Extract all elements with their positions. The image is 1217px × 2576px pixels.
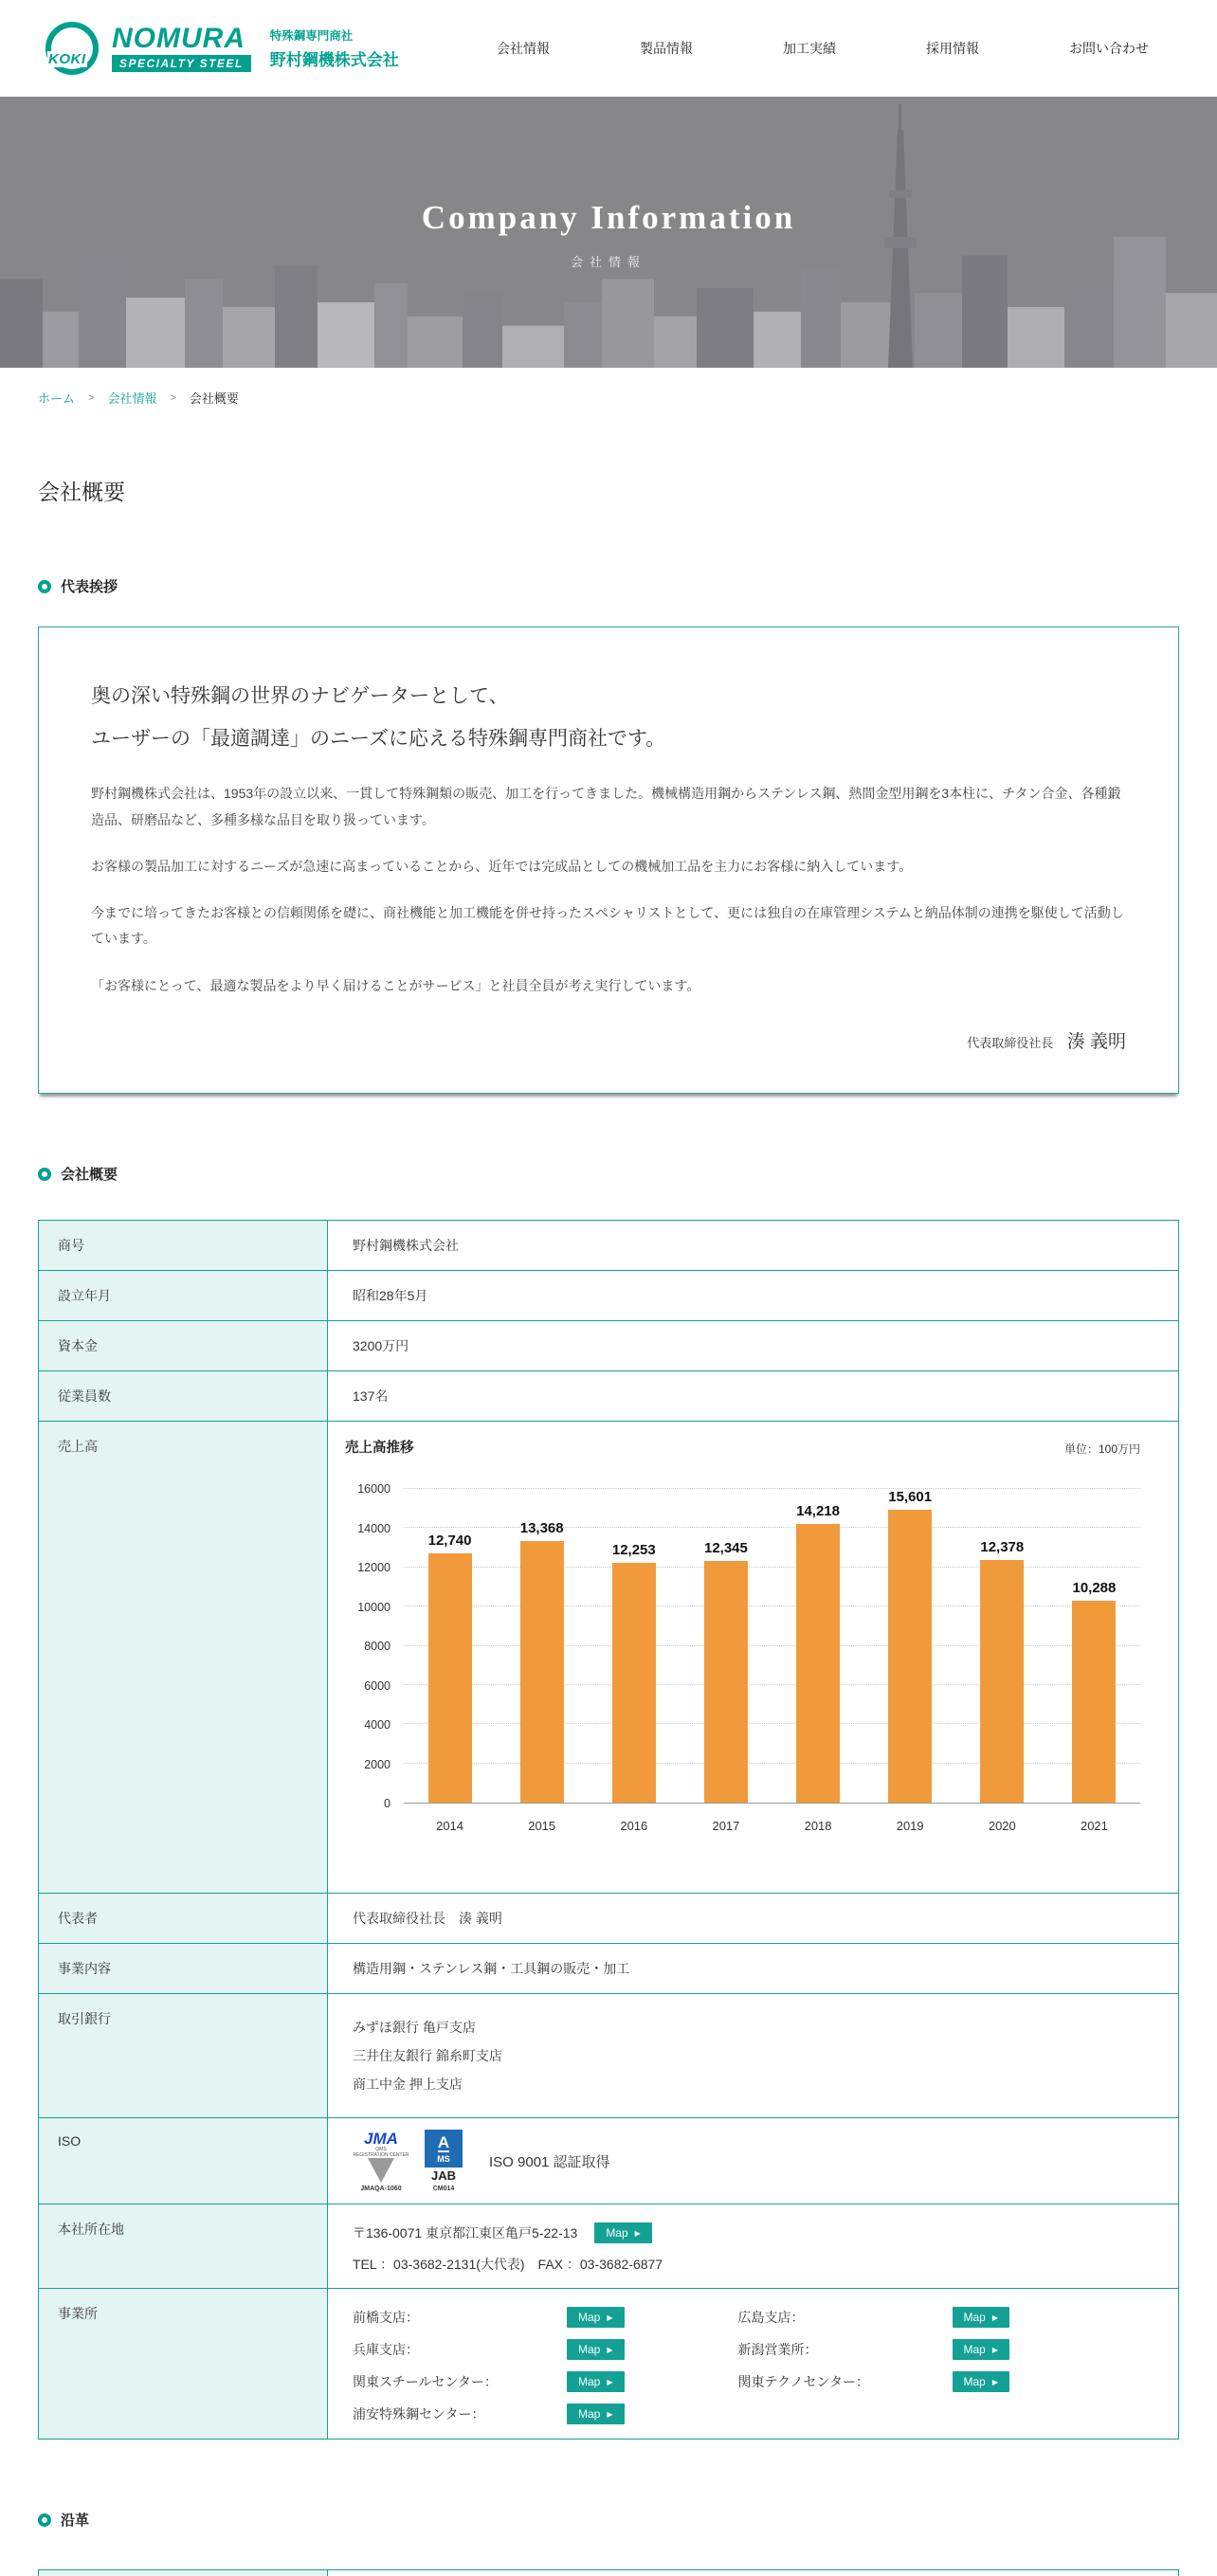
office-name: 兵庫支店： (353, 2342, 419, 2358)
office-item (738, 2404, 1063, 2424)
bank-branch: 三井住友銀行 錦糸町支店 (353, 2048, 502, 2064)
hq-address-line (353, 2222, 1153, 2243)
company-name-block (270, 27, 399, 70)
breadcrumb-separator: > (170, 391, 176, 404)
bar-group-2021 (1072, 1489, 1117, 1834)
map-button-label: Map (578, 2375, 601, 2389)
jma-v-shape (368, 2158, 394, 2183)
play-arrow-icon: ▶ (991, 2313, 998, 2322)
play-arrow-icon: ▶ (607, 2377, 613, 2386)
bar-group-2019 (888, 1489, 933, 1834)
x-axis-label: 2018 (804, 1819, 832, 1834)
row-label: 事業内容 (39, 1944, 328, 1993)
table-row-capital (39, 1321, 1178, 1371)
x-axis-label: 2016 (620, 1819, 648, 1834)
signature-title: 代表取締役社長 (967, 1036, 1054, 1051)
x-axis-label: 2015 (528, 1819, 556, 1834)
table-row-employees (39, 1371, 1178, 1422)
jab-logo-square (425, 2130, 463, 2168)
bar-group-2018 (796, 1489, 840, 1834)
row-label: 取引銀行 (39, 1994, 328, 2117)
office-item (353, 2371, 678, 2392)
bar (612, 1563, 656, 1803)
qms-logo-text: QMS REGISTRATION CENTER (353, 2146, 409, 2158)
row-label: 商号 (39, 1221, 328, 1270)
iso-cell (328, 2118, 1178, 2204)
iso-certification-text: ISO 9001 認証取得 (489, 2153, 610, 2170)
bar-group-2015 (519, 1489, 564, 1834)
row-label: ISO (39, 2118, 328, 2204)
section-label-history: 沿革 (61, 2513, 90, 2530)
bar-group-2014 (427, 1489, 472, 1834)
y-axis-tick: 4000 (364, 1718, 391, 1732)
nav-item-3[interactable]: 加工実績 (783, 41, 836, 56)
sales-chart-cell (328, 1422, 1178, 1893)
map-button[interactable] (953, 2339, 1010, 2360)
jab-word: JAB (430, 2168, 456, 2184)
play-arrow-icon: ▶ (607, 2345, 613, 2354)
section-head-greeting (38, 576, 1179, 596)
y-axis-tick: 12000 (357, 1561, 391, 1575)
x-axis-label: 2019 (896, 1819, 924, 1834)
section-bullet-icon (38, 580, 51, 593)
table-row-headquarters (39, 2204, 1178, 2289)
map-button-label: Map (963, 2343, 986, 2357)
chart-title: 売上高推移 (345, 1441, 414, 1457)
greeting-paragraph: お客様の製品加工に対するニーズが急速に高まっていることから、近年では完成品としての機械加工品を主力にお客様に納入しています。 (91, 858, 913, 874)
map-button[interactable] (953, 2371, 1010, 2392)
koki-logo-circle (45, 22, 99, 75)
map-button-label: Map (578, 2343, 601, 2357)
office-item (738, 2339, 1063, 2360)
map-button[interactable] (567, 2371, 625, 2392)
bar (980, 1560, 1024, 1803)
x-axis-label: 2020 (988, 1819, 1016, 1834)
table-row-established (39, 1271, 1178, 1321)
jab-caption: CM014 (432, 2186, 455, 2193)
company-logo[interactable] (45, 22, 399, 75)
map-button-label: Map (963, 2375, 986, 2389)
office-name: 前橋支店： (353, 2310, 419, 2326)
hq-tel-fax: TEL ：03-3682-2131(大代表) FAX ：03-3682-6877 (353, 2257, 663, 2273)
section-label-overview: 会社概要 (61, 1167, 118, 1184)
company-overview-table (38, 1220, 1179, 2440)
jma-caption: JMAQA-1060 (360, 2185, 402, 2192)
row-value: 3200万円 (353, 1338, 409, 1354)
bar-group-2020 (980, 1489, 1025, 1834)
map-button-label: Map (606, 2226, 628, 2240)
y-axis-tick: 0 (384, 1797, 391, 1811)
y-axis-tick: 14000 (357, 1521, 391, 1535)
row-value: 野村鋼機株式会社 (353, 1238, 459, 1254)
office-name: 浦安特殊鋼センター： (353, 2406, 485, 2422)
y-axis-tick: 2000 (364, 1757, 391, 1771)
chart-plot-area (404, 1489, 1140, 1834)
map-button[interactable] (567, 2404, 625, 2424)
main-content (0, 475, 1217, 2576)
greeting-heading-line2: ユーザーの「最適調達」のニーズに応える特殊鋼専門商社です。 (91, 728, 666, 751)
play-arrow-icon: ▶ (991, 2345, 998, 2354)
office-item (738, 2371, 1063, 2392)
bar-value-label: 12,345 (703, 1539, 748, 1556)
jma-certification-logo (353, 2131, 409, 2192)
section-bullet-icon (38, 1168, 51, 1181)
bar (888, 1510, 932, 1803)
row-label: 従業員数 (39, 1371, 328, 1421)
table-row-representative (39, 1894, 1178, 1944)
nomura-logo-text: NOMURA (112, 23, 245, 54)
chart-bars (404, 1489, 1140, 1834)
bar (704, 1561, 748, 1803)
row-value: 137名 (353, 1388, 389, 1405)
map-button[interactable] (953, 2307, 1010, 2328)
nav-item-1[interactable]: 会社情報 (497, 41, 550, 56)
headquarters-cell (328, 2204, 1178, 2288)
jab-ms-text: MS (437, 2153, 450, 2164)
office-name: 関東スチールセンター： (353, 2374, 498, 2390)
y-axis-tick: 16000 (357, 1482, 391, 1497)
office-item (353, 2404, 678, 2424)
section-head-history (38, 2510, 1179, 2530)
section-head-overview (38, 1164, 1179, 1184)
history-table-top-edge (38, 2569, 1179, 2576)
bar-value-label: 14,218 (796, 1502, 840, 1519)
bank-branch: 商工中金 押上支店 (353, 2077, 463, 2093)
nav-item-2[interactable]: 製品情報 (640, 41, 693, 56)
sales-bar-chart (345, 1482, 1140, 1843)
bar-value-label: 12,378 (980, 1539, 1025, 1555)
specialty-steel-bar: SPECIALTY STEEL (112, 55, 251, 72)
hero-text (0, 199, 1217, 270)
banks-cell (328, 1994, 1178, 2117)
hero-title: Company Information (421, 199, 796, 236)
office-item (353, 2307, 678, 2328)
greeting-heading-line1: 奥の深い特殊鋼の世界のナビゲーターとして、 (91, 685, 509, 707)
office-name: 新潟営業所： (737, 2342, 818, 2358)
row-label: 資本金 (39, 1321, 328, 1370)
bar-value-label: 15,601 (888, 1489, 933, 1506)
row-label: 設立年月 (39, 1271, 328, 1320)
table-row-offices (39, 2289, 1178, 2439)
bar-value-label: 10,288 (1072, 1580, 1117, 1597)
main-navigation (497, 39, 1149, 58)
bar-value-label: 13,368 (519, 1519, 564, 1536)
row-value: 昭和28年5月 (353, 1288, 428, 1304)
hero-banner (0, 97, 1217, 368)
bar (520, 1541, 564, 1804)
play-arrow-icon: ▶ (607, 2313, 613, 2322)
y-axis-tick: 6000 (364, 1678, 391, 1693)
table-row-trade-name (39, 1221, 1178, 1271)
nav-item-4[interactable]: 採用情報 (926, 41, 979, 56)
breadcrumb-item[interactable]: ホーム (38, 391, 76, 406)
greeting-box (38, 626, 1179, 1094)
play-arrow-icon: ▶ (991, 2377, 998, 2386)
y-axis-tick: 10000 (357, 1600, 391, 1614)
chart-unit-label: 単位：100万円 (1063, 1442, 1140, 1457)
greeting-paragraph: 野村鋼機株式会社は、1953年の設立以来、一貫して特殊鋼類の販売、加工を行ってきました。機械構造用鋼からステンレス鋼、熱間金型用鋼を3本柱に、チタン合金、各種鍛造品、研磨品など、多種多様な品目を取り扱っています。 (91, 786, 1121, 827)
bar-group-2017 (703, 1489, 748, 1834)
y-axis-tick: 8000 (364, 1640, 391, 1654)
nav-item-5[interactable]: お問い合わせ (1069, 41, 1149, 56)
history-label-cell (39, 2570, 328, 2576)
company-name: 野村鋼機株式会社 (269, 51, 399, 69)
map-button-label: Map (963, 2311, 986, 2325)
greeting-paragraph: 今までに培ってきたお客様との信頼関係を礎に、商社機能と加工機能を併せ持ったスペシャリストとして、更には独自の在庫管理システムと納品体制の連携を駆使して活動しています。 (91, 905, 1124, 947)
bar-value-label: 12,740 (427, 1532, 472, 1549)
play-arrow-icon: ▶ (607, 2409, 613, 2419)
greeting-paragraphs (91, 781, 1126, 999)
koki-logo-text: KOKI (48, 51, 86, 67)
office-item (353, 2339, 678, 2360)
table-row-iso (39, 2118, 1178, 2204)
greeting-heading (91, 675, 1126, 760)
signature-name: 湊 義明 (1066, 1032, 1126, 1053)
bar (796, 1524, 840, 1803)
hq-address: 〒136-0071 東京都江東区亀戸5-22-13 (353, 2225, 578, 2241)
bar (428, 1553, 472, 1804)
bar (1072, 1601, 1116, 1803)
row-label: 売上高 (39, 1422, 328, 1893)
row-label: 本社所在地 (39, 2204, 328, 2288)
chart-y-axis (345, 1482, 404, 1811)
x-axis-label: 2021 (1080, 1819, 1108, 1834)
map-button[interactable] (567, 2307, 625, 2328)
jab-a-mark: A (437, 2132, 450, 2151)
map-button-label: Map (578, 2311, 601, 2325)
bar-value-label: 12,253 (611, 1541, 656, 1558)
table-row-banks (39, 1994, 1178, 2118)
x-axis-label: 2017 (712, 1819, 740, 1834)
offices-grid (353, 2307, 1153, 2424)
play-arrow-icon: ▶ (634, 2228, 641, 2238)
table-row-business (39, 1944, 1178, 1994)
site-header (0, 0, 1217, 97)
row-value: 代表取締役社長 湊 義明 (353, 1911, 502, 1927)
map-button[interactable] (594, 2222, 652, 2243)
row-label: 代表者 (39, 1894, 328, 1943)
greeting-signature (91, 1027, 1126, 1053)
x-axis-label: 2014 (436, 1819, 464, 1834)
hero-subtitle: 会社情報 (570, 255, 646, 269)
map-button-label: Map (578, 2407, 601, 2422)
breadcrumb (0, 368, 1217, 407)
jma-logo-text: JMA (364, 2129, 398, 2148)
company-tagline: 特殊鋼専門商社 (269, 29, 354, 43)
table-row-sales (39, 1422, 1178, 1894)
bank-branch: みずほ銀行 亀戸支店 (353, 2020, 476, 2036)
breadcrumb-item: 会社概要 (189, 391, 239, 406)
page-title: 会社概要 (38, 480, 125, 504)
map-button[interactable] (567, 2339, 625, 2360)
bar-group-2016 (611, 1489, 656, 1834)
greeting-paragraph: 「お客様にとって、最適な製品をより早く届けることがサービス」と社員全員が考え実行しています。 (91, 977, 700, 993)
office-name: 広島支店： (737, 2310, 805, 2326)
section-label-greeting: 代表挨拶 (61, 579, 118, 595)
section-bullet-icon (38, 2513, 51, 2527)
nomura-logo-block (112, 25, 251, 72)
office-name: 関東テクノセンター： (737, 2374, 869, 2390)
breadcrumb-item[interactable]: 会社情報 (107, 391, 157, 406)
chart-header (345, 1437, 1140, 1457)
row-label: 事業所 (39, 2289, 328, 2439)
row-value: 構造用鋼・ステンレス鋼・工具鋼の販売・加工 (353, 1961, 630, 1977)
breadcrumb-separator: > (88, 391, 95, 404)
jab-certification-logo (419, 2130, 468, 2192)
office-item (738, 2307, 1063, 2328)
